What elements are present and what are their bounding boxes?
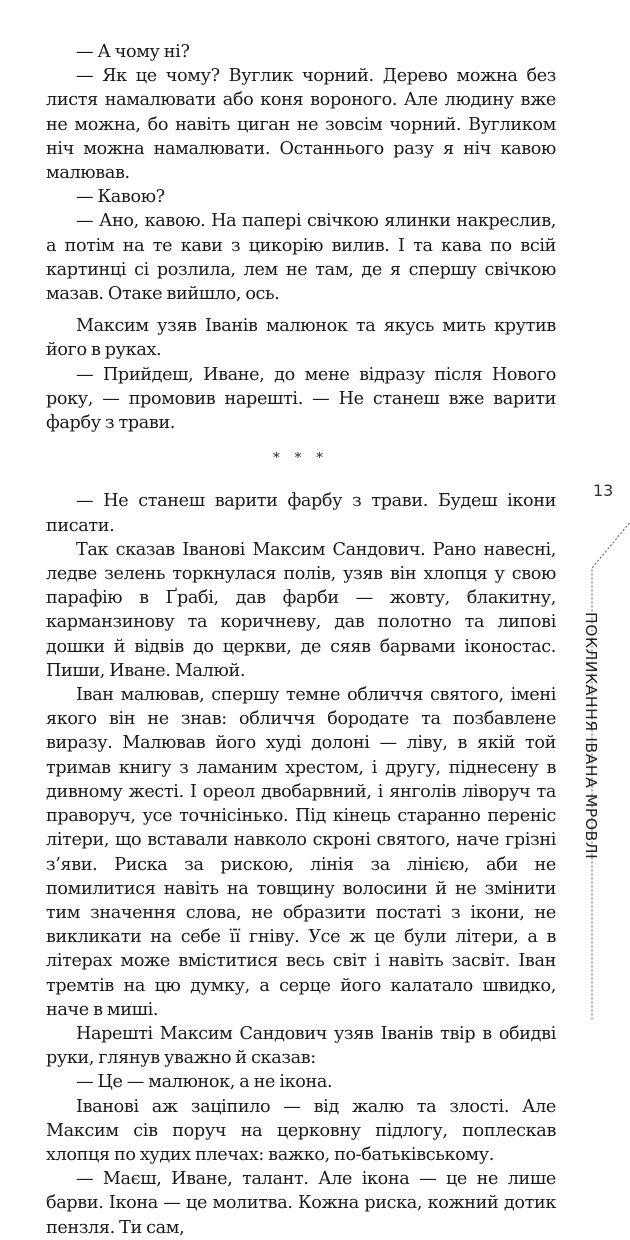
paragraph: — Ано, кавою. На папері свічкою ялинки накреслив, а потім на те кави з цикорію вилив. І та кава по всій картинці сі розлила, лем не там, де я спершу свічкою мазав. Отаке вийшло, ось. (46, 211, 556, 305)
paragraph: Нарешті Максим Сандович узяв Іванів твір в обидві руки, глянув уважно й сказав: (46, 1023, 556, 1069)
running-title: ПОКЛИКАННЯ ІВАНА МРОВЛІ (582, 612, 600, 860)
paragraph: — Кавою? (76, 187, 165, 208)
paragraph: Іван малював, спершу темне обличчя святого, імені якого він не знав: обличчя бородате та позбавлене виразу. Малював його худі долоні — ліву, в якій той тримав книгу з ламаним хрестом, і другу, піднесену в дивному жесті. І ореол двобарвний, і янголів ліворуч та праворуч, усе точнісінько. Під кінець старанно переніс літери, що вставали навколо скроні святого, наче грізні з’яви. Риска за рискою, лінія за лінією, аби не помилитися навіть на товщину волосини й не змінити тим значення слова, не образити постаті з ікони, не викликати на себе її гніву. Усе ж це були літери, а в літерах може вміститися весь світ і навіть засвіт. Іван тремтів на цю думку, а серце його калатало швидко, наче в миші. (46, 685, 556, 1020)
page-number: 13 (593, 481, 614, 500)
paragraph: Іванові аж заціпило — від жалю та злості. Але Максим сів поруч на церковну підлогу, поплескав хлопця по худих плечах: важко, по-батьківському. (46, 1096, 556, 1165)
book-page-text (46, 40, 556, 1240)
section-break: * * * (273, 451, 329, 467)
paragraph: — А чому ні? (76, 42, 190, 62)
paragraph: — Маєш, Иване, талант. Але ікона — це не лише барви. Ікона — це молитва. Кожна риска, кожний дотик пензля. Ти сам, (46, 1169, 556, 1238)
paragraph: Так сказав Іванові Максим Сандович. Рано навесні, ледве зелень торкнулася полів, узяв він хлопця у свою парафію в Ґрабі, дав фарби — жовту, блакитну, карманзинову та коричневу, дав полотно та липові дошки й відвів до церкви, де сяяв барвами іконостас. Пиши, Иване. Малюй. (46, 539, 556, 681)
paragraph: — Це — малюнок, а не ікона. (76, 1072, 333, 1093)
paragraph: — Прийдеш, Иване, до мене відразу після Нового року, — промовив нарешті. — Не станеш вже варити фарбу з трави. (46, 364, 556, 434)
paragraph: — Як це чому? Вуглик чорний. Дерево можна без листя намалювати або коня вороного. Але людину вже не можна, бо навіть циган не зовсім чорний. Вугликом ніч можна намалювати. Останнього разу я ніч кавою малював. (46, 66, 556, 184)
paragraph: — Не станеш варити фарбу з трави. Будеш ікони писати. (46, 491, 556, 536)
paragraph: Максим узяв Іванів малюнок та якусь мить крутив його в руках. (46, 316, 556, 361)
